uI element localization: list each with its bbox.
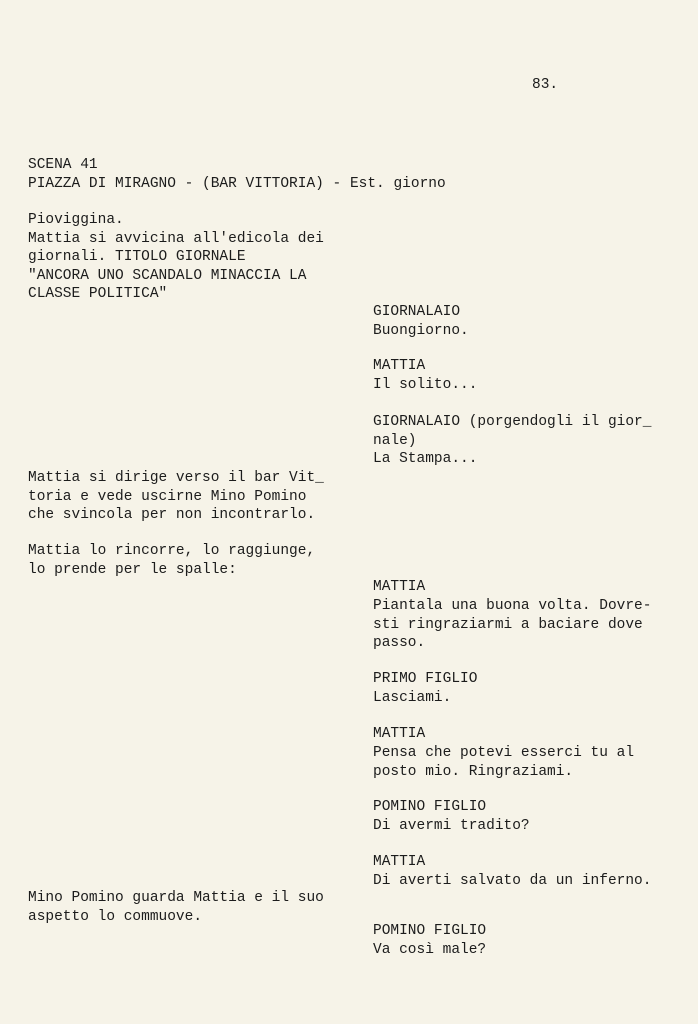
action-description: Mattia lo rincorre, lo raggiunge, lo prende per le spalle: <box>28 543 316 578</box>
action-description: Pioviggina. Mattia si avvicina all'edicola dei giornali. TITOLO GIORNALE "ANCORA UNO SCANDALO MINACCIA LA CLASSE POLITICA" <box>28 212 324 302</box>
dialogue-line: Piantala una buona volta. Dovre- sti ringraziarmi a baciare dove passo. <box>373 598 652 651</box>
dialogue-line: Di avermi tradito? <box>373 818 530 834</box>
dialogue-speaker: MATTIA <box>373 579 426 595</box>
dialogue-line: Il solito... <box>373 377 478 393</box>
dialogue-speaker: MATTIA <box>373 726 426 742</box>
dialogue-speaker: MATTIA <box>373 358 426 374</box>
scene-number: SCENA 41 <box>28 157 98 173</box>
action-description: Mattia si dirige verso il bar Vit_ toria e vede uscirne Mino Pomino che svincola per non incontrarlo. <box>28 470 324 523</box>
dialogue-speaker: GIORNALAIO <box>373 304 461 320</box>
scene-heading: PIAZZA DI MIRAGNO - (BAR VITTORIA) - Est. giorno <box>28 176 446 192</box>
dialogue-speaker: MATTIA <box>373 854 426 870</box>
page-number: 83. <box>532 77 559 93</box>
dialogue-line: Pensa che potevi esserci tu al posto mio. Ringraziami. <box>373 745 635 780</box>
dialogue-line: Di averti salvato da un inferno. <box>373 873 652 889</box>
dialogue-speaker: PRIMO FIGLIO <box>373 671 478 687</box>
dialogue-line: La Stampa... <box>373 451 478 467</box>
dialogue-speaker: GIORNALAIO (porgendogli il gior_ nale) <box>373 414 652 449</box>
dialogue-line: Va così male? <box>373 942 487 958</box>
dialogue-speaker: POMINO FIGLIO <box>373 923 487 939</box>
action-description: Mino Pomino guarda Mattia e il suo aspetto lo commuove. <box>28 890 324 925</box>
dialogue-line: Lasciami. <box>373 690 452 706</box>
dialogue-speaker: POMINO FIGLIO <box>373 799 487 815</box>
dialogue-line: Buongiorno. <box>373 323 469 339</box>
